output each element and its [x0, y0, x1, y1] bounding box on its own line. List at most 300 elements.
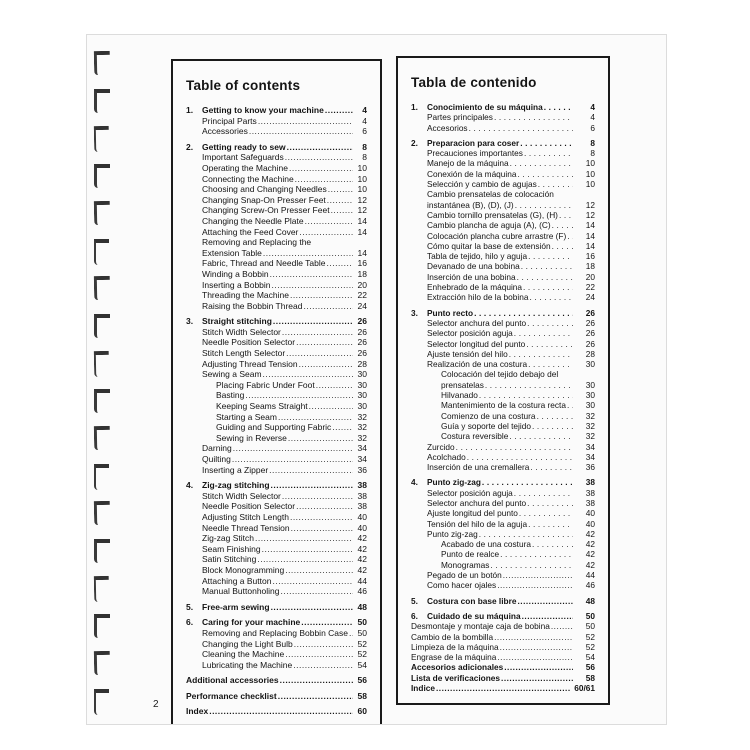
dot-leader — [528, 519, 573, 529]
toc-entry — [186, 301, 367, 312]
toc-entry-page: 42 — [585, 539, 595, 550]
comb-binding-tooth — [94, 651, 110, 675]
dot-leader — [497, 580, 573, 590]
toc-entry — [411, 621, 595, 631]
toc-entry-page: 60/61 — [574, 683, 595, 694]
toc-entry-label: Extension Table — [202, 247, 262, 258]
toc-entry-page: 6 — [362, 126, 367, 137]
dot-leader — [497, 652, 573, 662]
toc-entry-label: Partes principales — [427, 112, 493, 123]
dot-leader — [517, 596, 573, 606]
toc-entry-page: 10 — [357, 184, 367, 195]
toc-entry — [186, 617, 367, 628]
dot-leader — [316, 380, 353, 391]
toc-entry-number: 2. — [186, 141, 194, 152]
toc-entry-page: 12 — [357, 194, 367, 205]
toc-entry — [411, 673, 595, 683]
toc-entry-page: 12 — [585, 199, 595, 210]
toc-entry-page: 18 — [357, 268, 367, 279]
dot-leader — [327, 258, 354, 269]
toc-entry-page: 4 — [590, 112, 595, 123]
toc-entry-page: 40 — [357, 511, 367, 522]
toc-entry-page: 40 — [585, 518, 595, 529]
toc-entry-label: Placing Fabric Under Foot — [216, 379, 315, 390]
dot-leader — [500, 549, 573, 559]
toc-entry-label: Important Safeguards — [202, 152, 284, 163]
dot-leader — [527, 498, 573, 508]
toc-entry — [186, 337, 367, 348]
toc-entry — [411, 400, 595, 410]
toc-entry-label: Changing the Needle Plate — [202, 215, 304, 226]
toc-entry — [411, 580, 595, 590]
toc-entry-page: 46 — [585, 580, 595, 591]
toc-entry — [186, 369, 367, 380]
toc-entry-page: 30 — [585, 379, 595, 390]
toc-entry-label: Straight stitching — [202, 316, 272, 327]
toc-entry — [186, 205, 367, 216]
toc-entry — [411, 421, 595, 431]
dot-leader — [285, 649, 353, 660]
dot-leader — [510, 158, 573, 168]
toc-entry-page: 10 — [357, 162, 367, 173]
dot-leader — [278, 412, 353, 423]
toc-entry — [411, 200, 595, 210]
dot-leader — [269, 465, 353, 476]
dot-leader — [517, 169, 573, 179]
toc-entry — [411, 282, 595, 292]
toc-entry-label: Manejo de la máquina — [427, 158, 509, 169]
toc-entry-page: 28 — [585, 348, 595, 359]
toc-entry-label: Preparacion para coser — [427, 137, 520, 148]
dot-leader — [479, 390, 573, 400]
toc-english-title: Table of contents — [186, 78, 301, 93]
toc-entry — [186, 433, 367, 444]
toc-entry-page: 14 — [357, 226, 367, 237]
toc-entry-page: 22 — [585, 282, 595, 293]
toc-entry-page: 4 — [362, 115, 367, 126]
toc-entry-label: Quilting — [202, 454, 231, 464]
dot-leader — [474, 308, 573, 318]
toc-entry-label: Inserting a Zipper — [202, 464, 269, 475]
comb-binding-tooth — [94, 501, 110, 525]
toc-entry — [186, 126, 367, 137]
toc-entry-label: Stitch Length Selector — [202, 348, 286, 359]
toc-entry-label: Selector anchura del punto — [427, 497, 527, 508]
toc-entry-label: Inserting a Bobbin — [202, 279, 271, 290]
dot-leader — [278, 691, 353, 702]
toc-entry-label: Accesorios — [427, 122, 468, 133]
toc-entry-page: 42 — [585, 559, 595, 570]
toc-entry-label: Basting — [216, 390, 245, 401]
dot-leader — [500, 642, 573, 652]
toc-entry-label: Needle Position Selector — [202, 501, 296, 512]
toc-entry-label: Changing the Light Bulb — [202, 638, 293, 649]
toc-entry-label: Inserción de una cremallera — [427, 462, 530, 473]
toc-entry-label: Punto recto — [427, 307, 474, 318]
toc-entry-page: 32 — [585, 420, 595, 431]
toc-entry-number: 1. — [411, 102, 418, 112]
toc-entry — [186, 602, 367, 613]
toc-entry-page: 14 — [357, 215, 367, 226]
toc-entry-page: 40 — [585, 508, 595, 519]
toc-entry-label: Index — [186, 706, 209, 717]
toc-entry-page: 32 — [357, 432, 367, 443]
dot-leader — [233, 443, 353, 454]
toc-entry-label: Accessories — [202, 126, 248, 137]
dot-leader — [528, 359, 573, 369]
toc-entry — [411, 452, 595, 462]
toc-entry-page: 32 — [585, 410, 595, 421]
toc-entry — [186, 163, 367, 174]
toc-entry-page: 32 — [585, 431, 595, 442]
toc-entry — [186, 105, 367, 116]
dot-leader — [299, 227, 353, 238]
toc-entry-page: 26 — [585, 307, 595, 318]
dot-leader — [263, 369, 353, 380]
toc-entry-page: 26 — [585, 328, 595, 339]
toc-entry — [186, 269, 367, 280]
toc-entry — [411, 632, 595, 642]
toc-entry — [411, 158, 595, 168]
dot-leader — [503, 570, 573, 580]
toc-entry-label: Cambio plancha de aguja (A), (C) — [427, 220, 551, 231]
toc-entry — [186, 227, 367, 238]
toc-entry-page: 14 — [585, 240, 595, 251]
toc-entry — [186, 512, 367, 523]
toc-entry-label: Hilvanado — [441, 390, 478, 401]
toc-entry-page: 48 — [585, 595, 595, 606]
dot-leader — [271, 480, 353, 491]
toc-entry — [411, 488, 595, 498]
toc-entry-label: Needle Position Selector — [202, 337, 296, 348]
toc-entry — [411, 138, 595, 148]
toc-entry-page: 52 — [585, 631, 595, 642]
toc-entry-page: 30 — [357, 390, 367, 401]
toc-entry-label: Engrase de la máquina — [411, 652, 497, 663]
dot-leader — [287, 142, 353, 153]
toc-entry-label: Guiding and Supporting Fabric — [216, 422, 332, 433]
dot-leader — [520, 138, 573, 148]
toc-entry-page: 42 — [357, 543, 367, 554]
comb-binding-tooth — [94, 351, 109, 377]
toc-entry — [411, 642, 595, 652]
toc-entry-page: 52 — [585, 641, 595, 652]
toc-entry-label: Colocación del tejido debajo del — [441, 369, 559, 380]
dot-leader — [262, 544, 353, 555]
toc-entry-page: 42 — [357, 554, 367, 565]
toc-entry-label: Getting to know your machine — [202, 105, 324, 115]
toc-entry — [411, 231, 595, 241]
toc-entry-page: 30 — [585, 390, 595, 401]
dot-leader — [209, 706, 353, 717]
toc-entry-page: 20 — [585, 271, 595, 282]
dot-leader — [271, 602, 353, 613]
toc-entry-page: 36 — [585, 462, 595, 473]
toc-entry-label: Removing and Replacing Bobbin Case — [202, 627, 349, 638]
toc-entry-page: 44 — [585, 570, 595, 581]
toc-entry-page: 34 — [585, 441, 595, 452]
toc-entry-page: 18 — [585, 261, 595, 272]
toc-entry-label: Guía y soporte del tejido — [441, 420, 531, 431]
toc-entry — [411, 292, 595, 302]
toc-entry-page: 14 — [585, 220, 595, 231]
toc-entry-page: 46 — [357, 586, 367, 597]
toc-entry-page: 32 — [357, 411, 367, 422]
toc-entry — [186, 675, 367, 686]
toc-entry-label: Indice — [411, 683, 435, 694]
toc-entry-number: 2. — [411, 137, 418, 148]
toc-entry — [186, 576, 367, 587]
toc-entry-page: 34 — [585, 451, 595, 462]
toc-entry-label: Block Monogramming — [202, 564, 285, 575]
toc-entry — [186, 660, 367, 671]
toc-entry-label: instantánea (B), (D), (J) — [427, 199, 514, 210]
toc-entry-label: Caring for your machine — [202, 617, 301, 628]
dot-leader — [529, 292, 573, 302]
toc-entry-page: 26 — [357, 348, 367, 359]
toc-entry-page: 60 — [357, 706, 367, 717]
toc-entry-number: 6. — [186, 617, 194, 628]
toc-entry — [411, 359, 595, 369]
toc-entry-page: 52 — [357, 638, 367, 649]
toc-entry-label: Limpieza de la máquina — [411, 641, 499, 652]
toc-entry-label: Punto zig-zag — [427, 528, 478, 539]
toc-entry-page: 16 — [585, 251, 595, 262]
dot-leader — [526, 339, 573, 349]
toc-entry-label: Ajuste tensión del hilo — [427, 348, 508, 359]
toc-entry-page: 42 — [585, 528, 595, 539]
toc-entry-label: Attaching the Feed Cover — [202, 226, 299, 237]
toc-english-list — [186, 105, 367, 717]
toc-entry — [186, 628, 367, 639]
toc-entry — [411, 662, 595, 672]
toc-entry-page: 56 — [357, 675, 367, 686]
toc-entry — [411, 390, 595, 400]
toc-entry-label: prensatelas — [441, 379, 484, 390]
dot-leader — [328, 184, 353, 195]
dot-leader — [494, 632, 573, 642]
toc-entry-label: Darning — [202, 443, 232, 454]
toc-entry-label: Desmontaje y montaje caja de bobina — [411, 621, 550, 632]
scanned-manual-page — [86, 34, 667, 725]
toc-entry-label: Getting ready to sew — [202, 141, 286, 152]
toc-entry-label: Stitch Width Selector — [202, 490, 281, 501]
dot-leader — [255, 533, 353, 544]
toc-entry-page: 14 — [357, 247, 367, 258]
toc-entry-page: 42 — [357, 564, 367, 575]
toc-entry — [411, 339, 595, 349]
toc-entry-page: 30 — [357, 369, 367, 380]
toc-entry — [411, 498, 595, 508]
toc-entry-label: Acabado de una costura — [441, 539, 531, 550]
toc-entry-label: Satin Stitching — [202, 554, 257, 565]
toc-entry — [186, 639, 367, 650]
toc-entry-label: Adjusting Stitch Length — [202, 511, 289, 522]
toc-entry — [186, 380, 367, 391]
dot-leader — [273, 316, 353, 327]
toc-entry-label: Connecting the Machine — [202, 173, 294, 184]
toc-entry — [186, 348, 367, 359]
toc-entry-label: Accesorios adicionales — [411, 662, 504, 673]
toc-entry-page: 12 — [357, 205, 367, 216]
toc-entry-page: 40 — [357, 522, 367, 533]
dot-leader — [289, 163, 353, 174]
toc-entry-label: Attaching a Button — [202, 575, 272, 586]
dot-leader — [349, 628, 353, 639]
toc-entry-label: Stitch Width Selector — [202, 326, 281, 337]
toc-entry — [411, 148, 595, 158]
toc-entry-label: Tensión del hilo de la aguja — [427, 518, 528, 529]
toc-entry-page: 50 — [357, 617, 367, 628]
toc-entry-page: 10 — [585, 158, 595, 169]
dot-leader — [280, 675, 353, 686]
toc-entry — [186, 533, 367, 544]
toc-entry-label: Punto de realce — [441, 549, 500, 560]
comb-binding-tooth — [94, 239, 109, 265]
toc-entry-page: 10 — [357, 173, 367, 184]
toc-entry-page: 54 — [357, 659, 367, 670]
dot-leader — [532, 539, 573, 549]
toc-entry-page: 10 — [585, 179, 595, 190]
dot-leader — [304, 301, 354, 312]
toc-entry — [186, 280, 367, 291]
toc-entry-label: Cambio tornillo prensatelas (G), (H) — [427, 209, 558, 220]
toc-entry — [186, 691, 367, 702]
toc-entry-page: 8 — [590, 148, 595, 159]
dot-leader — [325, 105, 353, 116]
toc-entry — [411, 251, 595, 261]
dot-leader — [327, 195, 353, 206]
dot-leader — [567, 231, 573, 241]
toc-entry-page: 20 — [357, 279, 367, 290]
toc-entry-page: 42 — [585, 549, 595, 560]
toc-entry-label: Ajuste longitud del punto — [427, 508, 518, 519]
toc-entry — [186, 142, 367, 153]
toc-entry-label: Lubricating the Machine — [202, 659, 293, 670]
dot-leader — [272, 280, 353, 291]
toc-entry-page: 34 — [357, 454, 367, 464]
dot-leader — [544, 102, 573, 112]
toc-entry-label: Lista de verificaciones — [411, 672, 501, 683]
comb-binding-tooth — [94, 89, 110, 113]
toc-entry-page: 38 — [585, 487, 595, 498]
dot-leader — [528, 251, 573, 261]
toc-entry — [411, 261, 595, 271]
toc-entry-number: 5. — [186, 601, 194, 612]
toc-entry-label: Pegado de un botón — [427, 570, 502, 581]
toc-entry-page: 8 — [362, 141, 367, 152]
toc-entry-number: 5. — [411, 595, 418, 606]
dot-leader — [309, 401, 353, 412]
toc-entry — [411, 220, 595, 230]
toc-entry-label: Punto zig-zag — [427, 477, 481, 488]
toc-entry-page: 24 — [585, 292, 595, 303]
dot-leader — [436, 683, 571, 693]
toc-entry-page: 16 — [357, 258, 367, 269]
toc-entry-label: Threading the Machine — [202, 290, 289, 301]
toc-entry-page: 8 — [362, 152, 367, 163]
toc-entry-page: 48 — [357, 601, 367, 612]
comb-binding-tooth — [94, 276, 110, 300]
toc-entry-page: 8 — [590, 137, 595, 148]
toc-entry-label: Precauciones importantes — [427, 148, 523, 159]
dot-leader — [552, 241, 573, 251]
toc-entry-label: Raising the Bobbin Thread — [202, 300, 303, 311]
dot-leader — [523, 282, 573, 292]
toc-spanish-title: Tabla de contenido — [411, 75, 537, 90]
dot-leader — [257, 554, 353, 565]
dot-leader — [519, 508, 573, 518]
dot-leader — [293, 660, 353, 671]
toc-entry — [186, 554, 367, 565]
toc-entry-label: Costura reversible — [441, 431, 509, 442]
toc-entry — [411, 611, 595, 621]
dot-leader — [295, 174, 353, 185]
toc-entry-label: Colocación plancha cubre arrastre (F) — [427, 230, 567, 241]
dot-leader — [296, 501, 353, 512]
toc-entry-label: Fabric, Thread and Needle Table — [202, 258, 326, 269]
toc-entry-page: 26 — [357, 326, 367, 337]
toc-entry-page: 6 — [590, 122, 595, 133]
comb-binding-tooth — [94, 314, 110, 338]
toc-entry-number: 3. — [411, 307, 418, 318]
toc-entry-label: Principal Parts — [202, 115, 257, 126]
toc-entry-page: 38 — [357, 501, 367, 512]
toc-entry — [186, 184, 367, 195]
toc-entry — [411, 369, 595, 379]
toc-entry-label: Zurcido — [427, 441, 455, 452]
toc-entry — [411, 683, 595, 693]
dot-leader — [490, 560, 573, 570]
toc-entry-label: Sewing in Reverse — [216, 432, 287, 443]
toc-entry — [186, 491, 367, 502]
toc-entry-page: 4 — [590, 102, 595, 112]
toc-entry-label: Winding a Bobbin — [202, 268, 269, 279]
dot-leader — [532, 421, 573, 431]
toc-entry-label: Performance checklist — [186, 690, 277, 701]
toc-entry — [411, 241, 595, 251]
toc-entry-number: 3. — [186, 316, 194, 327]
toc-entry-number: 1. — [186, 105, 194, 115]
toc-entry-number: 6. — [411, 610, 418, 621]
toc-entry-label: Needle Thread Tension — [202, 522, 290, 533]
toc-entry-page: 22 — [357, 290, 367, 301]
dot-leader — [258, 116, 353, 127]
dot-leader — [245, 390, 353, 401]
dot-leader — [521, 261, 573, 271]
toc-entry-label: Comienzo de una costura — [441, 410, 536, 421]
page-number: 2 — [153, 699, 159, 710]
toc-entry-number: 4. — [411, 477, 418, 488]
dot-leader — [517, 272, 573, 282]
toc-entry-label: Manual Buttonholing — [202, 586, 280, 597]
toc-entry-label: Selector anchura del punto — [427, 317, 527, 328]
toc-entry — [411, 169, 595, 179]
toc-entry-page: 38 — [357, 490, 367, 501]
dot-leader — [552, 220, 573, 230]
toc-entry-label: Sewing a Seam — [202, 369, 262, 380]
dot-leader — [509, 349, 573, 359]
toc-entry-page: 44 — [357, 575, 367, 586]
toc-entry-page: 34 — [357, 443, 367, 454]
toc-entry-page: 26 — [585, 317, 595, 328]
comb-binding-tooth — [94, 539, 110, 563]
toc-entry-label: Selector longitud del punto — [427, 338, 526, 349]
dot-leader — [288, 433, 353, 444]
toc-entry-label: Operating the Machine — [202, 162, 288, 173]
toc-entry — [186, 706, 367, 717]
toc-entry-page: 26 — [357, 337, 367, 348]
